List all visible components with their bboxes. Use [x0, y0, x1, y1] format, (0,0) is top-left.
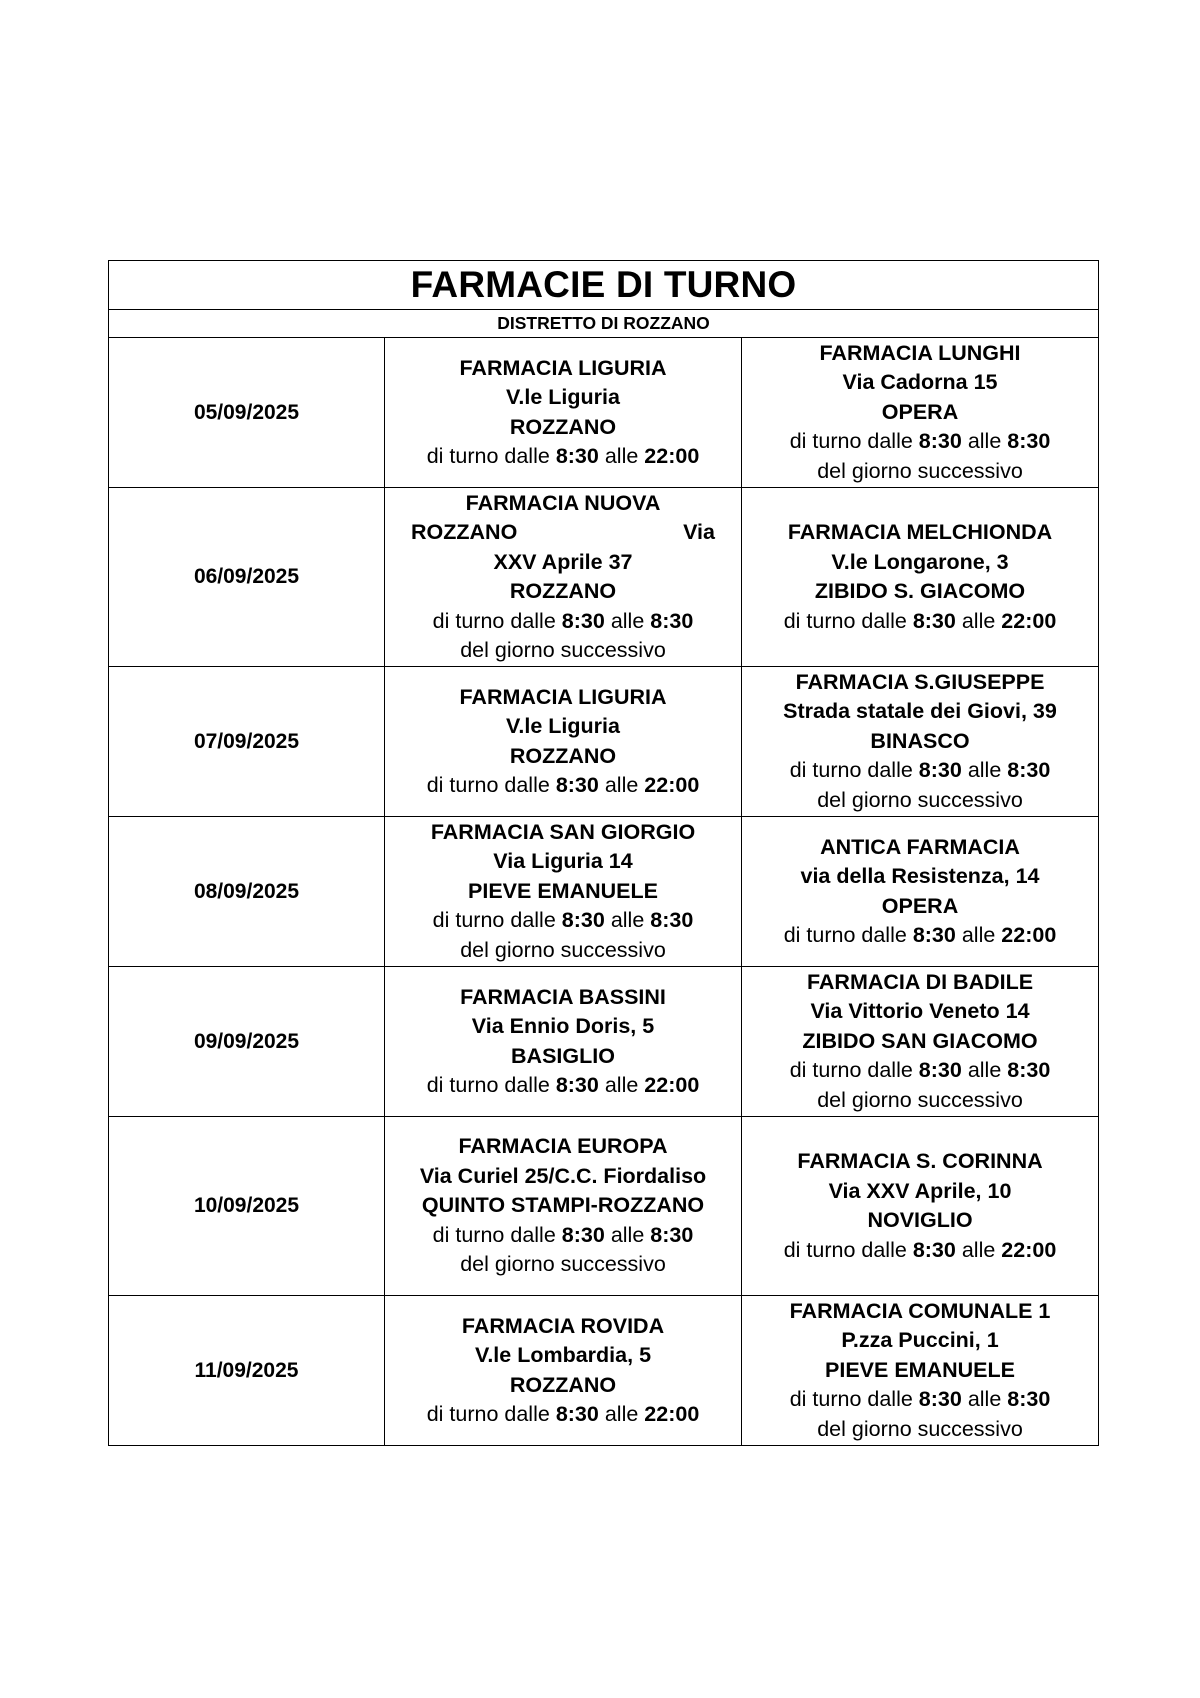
- pharmacy-name: FARMACIA LIGURIA: [459, 684, 667, 709]
- pharmacy-address: Via Cadorna 15: [842, 370, 998, 395]
- pharmacy-cell: [385, 1296, 742, 1446]
- pharmacy-address: Via Ennio Doris, 5: [471, 1014, 655, 1038]
- duty-hours-connector: alle: [610, 1222, 645, 1247]
- duty-hours-to: 22:00: [644, 1402, 700, 1426]
- date-cell: 08/09/2025: [109, 817, 385, 967]
- pharmacy-name: ANTICA FARMACIA: [820, 834, 1020, 859]
- pharmacy-cell: [742, 488, 1099, 667]
- duty-hours-connector: alle: [967, 1387, 1002, 1412]
- pharmacy-name: FARMACIA EUROPA: [458, 1134, 668, 1159]
- next-day-note: del giorno successivo: [817, 458, 1023, 483]
- pharmacy-name: FARMACIA S. CORINNA: [797, 1149, 1043, 1173]
- duty-hours: [748, 756, 1092, 786]
- duty-hours-prefix: di turno dalle: [426, 1402, 550, 1426]
- pharmacy-town: ROZZANO: [509, 743, 617, 768]
- duty-hours: [391, 1400, 735, 1430]
- duty-hours: [748, 1056, 1092, 1086]
- pharmacy-name: FARMACIA LIGURIA: [459, 355, 667, 380]
- pharmacy-address: Via XXV Aprile, 10: [828, 1178, 1012, 1203]
- duty-hours-connector: alle: [610, 908, 645, 933]
- duty-hours-from: 8:30: [918, 429, 962, 454]
- duty-hours-from: 8:30: [912, 923, 956, 947]
- duty-hours-prefix: di turno dalle: [789, 1058, 913, 1083]
- pharmacy-name: FARMACIA S.GIUSEPPE: [795, 669, 1045, 694]
- pharmacy-address: XXV Aprile 37: [493, 549, 633, 574]
- date-cell: 10/09/2025: [109, 1117, 385, 1296]
- title-row: [109, 261, 1099, 310]
- duty-hours: [748, 1236, 1092, 1266]
- pharmacy-town: ROZZANO: [509, 414, 617, 439]
- pharmacy-address: P.zza Puccini, 1: [841, 1328, 999, 1353]
- pharmacy-address: V.le Longarone, 3: [831, 549, 1009, 574]
- duty-hours-prefix: di turno dalle: [432, 908, 556, 933]
- pharmacy-name: FARMACIA COMUNALE 1: [789, 1298, 1051, 1323]
- duty-hours-prefix: di turno dalle: [789, 429, 913, 454]
- duty-hours: [391, 1071, 735, 1101]
- table-row: [109, 667, 1099, 817]
- pharmacy-address-prefix: Via: [683, 520, 715, 544]
- duty-hours-connector: alle: [967, 758, 1002, 783]
- duty-hours-to: 8:30: [1007, 1387, 1051, 1412]
- pharmacy-name-address-line: [391, 518, 735, 548]
- pharmacy-cell: [385, 488, 742, 667]
- pharmacy-address: V.le Liguria: [506, 714, 620, 738]
- duty-hours-prefix: di turno dalle: [426, 444, 550, 468]
- table-row: [109, 338, 1099, 488]
- duty-hours: [391, 442, 735, 472]
- duty-hours-connector: alle: [610, 608, 645, 633]
- pharmacy-cell: [742, 817, 1099, 967]
- duty-hours: [748, 1385, 1092, 1415]
- duty-hours-from: 8:30: [555, 1073, 599, 1097]
- pharmacy-town: BINASCO: [870, 728, 970, 753]
- next-day-note: del giorno successivo: [817, 787, 1023, 812]
- pharmacy-cell: [385, 338, 742, 488]
- duty-hours: [391, 1221, 735, 1251]
- pharmacy-town: OPERA: [881, 893, 959, 918]
- duty-hours: [391, 771, 735, 801]
- pharmacy-roster-table: [108, 260, 1099, 1446]
- duty-hours-to: 8:30: [1007, 1058, 1051, 1083]
- pharmacy-address: Via Vittorio Veneto 14: [810, 999, 1030, 1024]
- pharmacy-name: FARMACIA ROVIDA: [461, 1313, 665, 1338]
- duty-hours-prefix: di turno dalle: [426, 773, 550, 797]
- duty-hours-connector: alle: [604, 1402, 639, 1426]
- duty-hours: [748, 427, 1092, 457]
- duty-hours-from: 8:30: [561, 1222, 605, 1247]
- duty-hours-prefix: di turno dalle: [789, 758, 913, 783]
- pharmacy-address: Strada statale dei Giovi, 39: [783, 699, 1057, 724]
- date-cell: 07/09/2025: [109, 667, 385, 817]
- district-row: [109, 310, 1099, 338]
- pharmacy-cell: [742, 667, 1099, 817]
- date-cell: 11/09/2025: [109, 1296, 385, 1446]
- duty-hours-prefix: di turno dalle: [783, 608, 907, 633]
- duty-hours-prefix: di turno dalle: [783, 1237, 907, 1262]
- pharmacy-cell: [742, 1117, 1099, 1296]
- duty-hours-from: 8:30: [918, 758, 962, 783]
- pharmacy-town: PIEVE EMANUELE: [825, 1357, 1015, 1382]
- duty-hours-to: 22:00: [644, 1073, 700, 1097]
- duty-hours-prefix: di turno dalle: [432, 608, 556, 633]
- duty-hours-to: 22:00: [644, 444, 700, 468]
- pharmacy-name: FARMACIA MELCHIONDA: [787, 520, 1053, 544]
- duty-hours-from: 8:30: [561, 608, 605, 633]
- duty-hours-prefix: di turno dalle: [426, 1073, 550, 1097]
- pharmacy-town: NOVIGLIO: [867, 1208, 973, 1232]
- next-day-note: del giorno successivo: [460, 937, 666, 962]
- duty-hours-connector: alle: [604, 1073, 639, 1097]
- pharmacy-address: Via Liguria 14: [493, 849, 633, 874]
- pharmacy-cell: [742, 338, 1099, 488]
- table-row: [109, 488, 1099, 667]
- duty-hours-from: 8:30: [912, 608, 956, 633]
- duty-hours-prefix: di turno dalle: [783, 923, 907, 947]
- duty-hours: [748, 921, 1092, 951]
- duty-hours-to: 22:00: [1001, 608, 1057, 633]
- pharmacy-name: FARMACIA SAN GIORGIO: [430, 819, 696, 844]
- duty-hours-to: 22:00: [1001, 1237, 1057, 1262]
- duty-hours-connector: alle: [967, 429, 1002, 454]
- duty-hours-to: 8:30: [650, 608, 694, 633]
- duty-hours-from: 8:30: [918, 1387, 962, 1412]
- pharmacy-name: FARMACIA BASSINI: [460, 984, 666, 1009]
- pharmacy-name: FARMACIA NUOVA: [465, 490, 661, 515]
- pharmacy-address: V.le Liguria: [506, 385, 620, 409]
- table-row: [109, 1117, 1099, 1296]
- pharmacy-town: PIEVE EMANUELE: [468, 878, 658, 903]
- duty-hours-connector: alle: [604, 444, 639, 468]
- next-day-note: del giorno successivo: [817, 1087, 1023, 1112]
- page-title: FARMACIE DI TURNO: [109, 261, 1099, 310]
- duty-hours-from: 8:30: [561, 908, 605, 933]
- pharmacy-town: ROZZANO: [509, 579, 617, 603]
- duty-hours-prefix: di turno dalle: [789, 1387, 913, 1412]
- pharmacy-cell: [385, 1117, 742, 1296]
- table-row: [109, 817, 1099, 967]
- duty-hours-connector: alle: [961, 1237, 996, 1262]
- duty-hours-to: 8:30: [1007, 758, 1051, 783]
- pharmacy-town: ROZZANO: [509, 1372, 617, 1397]
- district-label: DISTRETTO DI ROZZANO: [109, 310, 1099, 338]
- duty-hours-to: 22:00: [1001, 923, 1057, 947]
- table-row: [109, 1296, 1099, 1446]
- pharmacy-address: Via Curiel 25/C.C. Fiordaliso: [419, 1163, 707, 1188]
- pharmacy-name: FARMACIA LUNGHI: [819, 340, 1021, 365]
- roster-body: [109, 338, 1099, 1446]
- pharmacy-name: FARMACIA DI BADILE: [806, 969, 1034, 994]
- pharmacy-town: QUINTO STAMPI-ROZZANO: [421, 1193, 705, 1218]
- pharmacy-town: BASIGLIO: [511, 1043, 615, 1068]
- pharmacy-cell: [742, 967, 1099, 1117]
- date-cell: 05/09/2025: [109, 338, 385, 488]
- pharmacy-cell: [742, 1296, 1099, 1446]
- duty-hours-connector: alle: [604, 773, 639, 797]
- duty-hours-to: 8:30: [650, 1222, 694, 1247]
- pharmacy-address: V.le Lombardia, 5: [474, 1343, 652, 1367]
- date-cell: 06/09/2025: [109, 488, 385, 667]
- next-day-note: del giorno successivo: [817, 1416, 1023, 1441]
- pharmacy-name-continued: ROZZANO: [411, 520, 518, 544]
- next-day-note: del giorno successivo: [460, 638, 666, 662]
- duty-hours-to: 8:30: [650, 908, 694, 933]
- duty-hours-from: 8:30: [918, 1058, 962, 1083]
- pharmacy-cell: [385, 967, 742, 1117]
- duty-hours-from: 8:30: [555, 1402, 599, 1426]
- pharmacy-town: ZIBIDO SAN GIACOMO: [802, 1028, 1038, 1053]
- duty-hours-from: 8:30: [555, 444, 599, 468]
- pharmacy-address: via della Resistenza, 14: [800, 864, 1040, 888]
- duty-hours: [391, 607, 735, 637]
- table-row: [109, 967, 1099, 1117]
- pharmacy-cell: [385, 667, 742, 817]
- duty-hours: [391, 906, 735, 936]
- duty-hours-connector: alle: [961, 923, 996, 947]
- next-day-note: del giorno successivo: [460, 1252, 666, 1277]
- date-cell: 09/09/2025: [109, 967, 385, 1117]
- duty-hours-connector: alle: [967, 1058, 1002, 1083]
- duty-hours: [748, 607, 1092, 637]
- duty-hours-from: 8:30: [555, 773, 599, 797]
- duty-hours-from: 8:30: [912, 1237, 956, 1262]
- duty-hours-to: 22:00: [644, 773, 700, 797]
- pharmacy-cell: [385, 817, 742, 967]
- pharmacy-town: OPERA: [881, 399, 959, 424]
- duty-hours-connector: alle: [961, 608, 996, 633]
- pharmacy-town: ZIBIDO S. GIACOMO: [814, 579, 1026, 603]
- duty-hours-to: 8:30: [1007, 429, 1051, 454]
- duty-hours-prefix: di turno dalle: [432, 1222, 556, 1247]
